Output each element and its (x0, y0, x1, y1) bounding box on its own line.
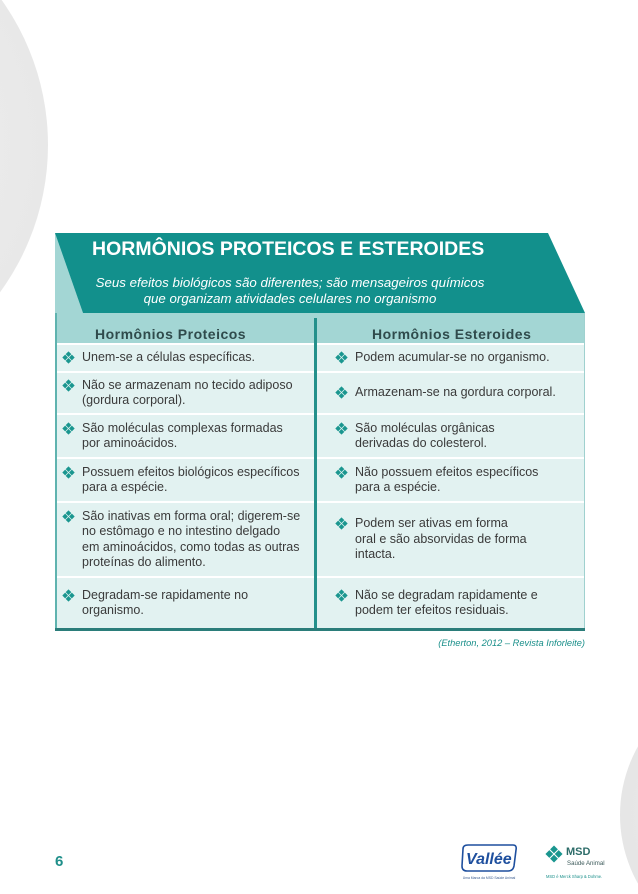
vallee-wordmark: Vallée (466, 851, 512, 868)
cell-text-line: por aminoácidos. (82, 436, 178, 450)
msd-cross-icon (62, 510, 75, 523)
list-item (335, 421, 495, 452)
cell-text-line: para a espécie. (355, 480, 441, 494)
list-item (62, 421, 283, 452)
source-citation: (Etherton, 2012 – Revista Inforleite) (438, 638, 585, 648)
cell-text-line: Não se armazenam no tecido adiposo (82, 377, 293, 392)
cell-text-line: em aminoácidos, como todas as outras (82, 539, 300, 554)
table-cell-proteicos (55, 578, 314, 628)
cell-text-line: proteínas do alimento. (82, 555, 206, 569)
table-cell-proteicos (55, 345, 314, 371)
vallee-logo (459, 843, 519, 873)
msd-cross-icon (62, 351, 75, 364)
cell-text-line: (gordura corporal). (82, 393, 186, 407)
table-bottom-border (55, 628, 585, 631)
table-cell-esteroides (317, 503, 585, 576)
list-item (62, 509, 300, 571)
table-cell-proteicos (55, 415, 314, 457)
comparison-table (55, 345, 585, 628)
msd-cross-icon (335, 517, 348, 530)
msd-cross-icon (62, 379, 75, 392)
msd-division-label: Saúde Animal (567, 860, 605, 867)
cell-text-line: Podem ser ativas em forma (355, 516, 508, 531)
cell-text-line: Podem acumular-se no organismo. (355, 350, 550, 365)
list-item (62, 465, 299, 496)
table-left-border (55, 313, 57, 631)
table-cell-esteroides (317, 345, 585, 371)
banner-subtitle-line: que organizam atividades celulares no organismo (143, 291, 437, 306)
msd-cross-icon (62, 466, 75, 479)
cell-text-line: Degradam-se rapidamente no (82, 587, 249, 602)
page-number: 6 (55, 853, 64, 870)
list-item (62, 350, 255, 366)
cell-text-line: Unem-se a células específicas. (82, 350, 255, 365)
table-cell-proteicos (55, 373, 314, 413)
banner-subtitle (70, 275, 510, 307)
list-item (335, 588, 538, 619)
list-item (335, 516, 527, 563)
column-header-esteroides: Hormônios Esteroides (372, 326, 532, 342)
msd-cross-icon (335, 386, 348, 399)
banner-subtitle-line: Seus efeitos biológicos são diferentes; são mensageiros químicos (95, 275, 485, 290)
cell-text-line: para a espécie. (82, 480, 168, 494)
msd-cross-icon (62, 422, 75, 435)
list-item (62, 588, 248, 619)
msd-tagline: MSD é Merck Sharp & Dohme. (546, 874, 603, 879)
table-cell-esteroides (317, 373, 585, 413)
list-item (335, 465, 538, 496)
msd-cross-icon (545, 845, 563, 863)
table-right-border (584, 313, 585, 631)
cell-text-line: Possuem efeitos biológicos específicos (82, 464, 300, 479)
msd-cross-icon (62, 589, 75, 602)
banner-title: HORMÔNIOS PROTEICOS E ESTEROIDES (92, 238, 485, 260)
cell-text-line: oral e são absorvidas de forma (355, 531, 527, 546)
cell-text-line: Não se degradam rapidamente e (355, 587, 538, 602)
msd-cross-icon (335, 422, 348, 435)
cell-text-line: São moléculas orgânicas (355, 420, 495, 435)
cell-text-line: intacta. (355, 547, 396, 562)
msd-wordmark: MSD (566, 846, 591, 858)
decorative-circle-bottom-right (620, 675, 638, 894)
cell-text-line: podem ter efeitos residuais. (355, 603, 509, 617)
cell-text-line: organismo. (82, 603, 144, 617)
decorative-circle-top-left (0, 0, 48, 395)
cell-text-line: São moléculas complexas formadas (82, 420, 283, 435)
table-cell-esteroides (317, 578, 585, 628)
cell-text-line: Armazenam-se na gordura corporal. (355, 385, 556, 400)
cell-text-line: Não possuem efeitos específicos (355, 464, 539, 479)
cell-text-line: derivadas do colesterol. (355, 436, 488, 450)
list-item (62, 378, 293, 409)
table-cell-proteicos (55, 459, 314, 501)
table-cell-esteroides (317, 459, 585, 501)
table-cell-esteroides (317, 415, 585, 457)
cell-text-line: no estômago e no intestino delgado (82, 524, 281, 538)
msd-cross-icon (335, 351, 348, 364)
list-item (335, 385, 556, 401)
msd-cross-icon (335, 589, 348, 602)
column-divider (314, 318, 317, 631)
vallee-tagline: Uma Marca da MSD Saúde Animal (462, 876, 516, 880)
cell-text-line: São inativas em forma oral; digerem-se (82, 508, 301, 523)
column-header-proteicos: Hormônios Proteicos (95, 326, 247, 342)
list-item (335, 350, 550, 366)
table-cell-proteicos (55, 503, 314, 576)
msd-cross-icon (335, 466, 348, 479)
